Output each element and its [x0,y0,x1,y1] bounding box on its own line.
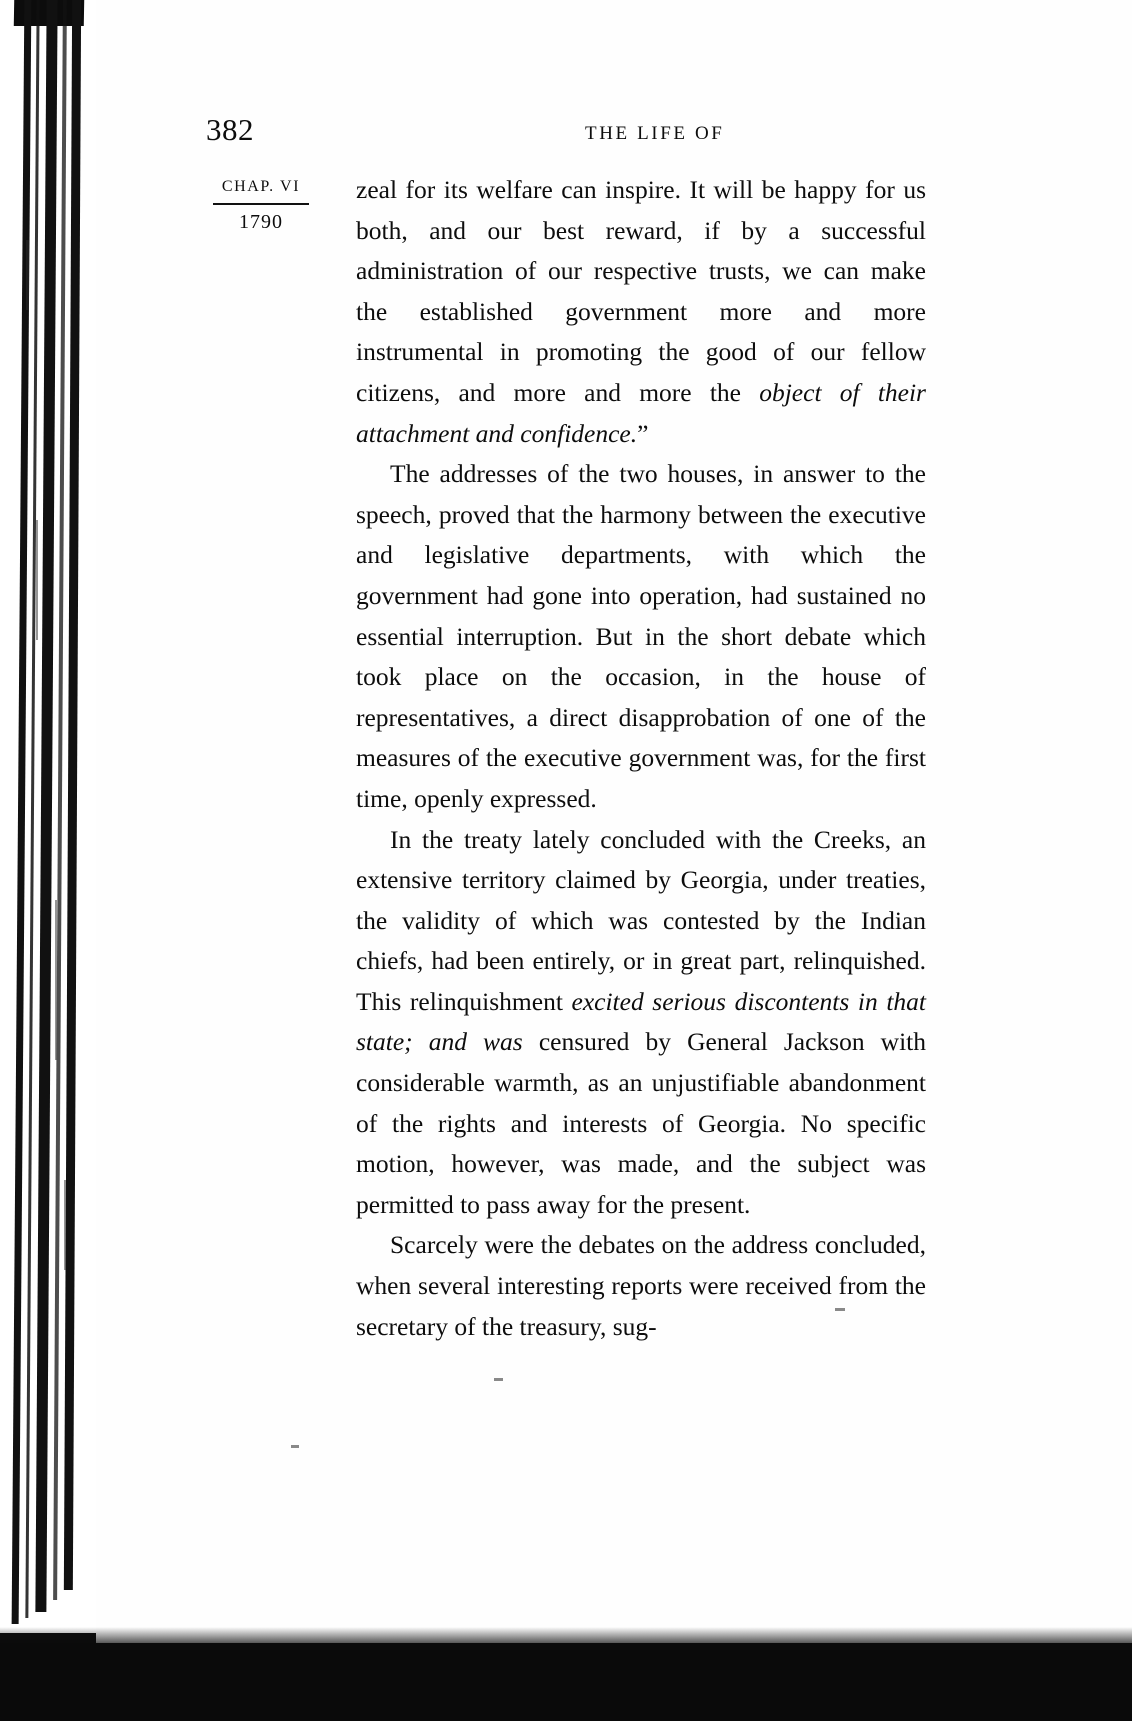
text-run: The addresses of the two houses, in answer to the speech, proved that the harmony between the executive and legislative departments, with which the government had gone into operation, had sustained no essential interruption. But in the short debate which took place on the occasion, in the house of representatives, a direct disapprobation of one of the measures of the executive government was, for the first time, openly expressed. [356,459,926,813]
page-number: 382 [206,112,254,147]
body-text [356,170,926,1347]
text-run: censured by General Jackson with considerable warmth, as an unjustifiable abandonment of the rights and interests of Georgia. No specific motion, however, was made, and the subject was permitted to pass away for the present. [356,1027,926,1219]
scan-bottom-fade [0,1627,1132,1647]
italic-run: excited serious discontents in that state; and was [356,986,927,1057]
sidenote-divider [213,203,309,205]
italic-run: object of their attachment and confidence. [356,377,926,448]
running-head: THE LIFE OF [585,123,725,144]
text-run: ” [637,418,649,448]
paragraph [356,820,926,1226]
chapter-label: CHAP. VI [221,178,301,195]
paragraph [356,1225,926,1347]
stray-scan-mark [835,1308,845,1311]
text-run: zeal for its welfare can inspire. It will be happy for us both, and our best reward, if by a successful administration of our respective trusts, we can make the established government more and more instrumental in promoting the good of our fellow citizens, and more and more the [356,175,926,407]
stray-scan-mark [494,1378,503,1381]
stray-scan-mark [291,1445,299,1448]
scan-bottom-edge [0,1643,1132,1721]
text-run: In the treaty lately concluded with the Creeks, an extensive territory claimed by Georgia, under treaties, the validity of which was contested by the Indian chiefs, had been entirely, or in great part, relinquished. This relinquishment [356,824,926,1016]
text-run: Scarcely were the debates on the address concluded, when several interesting reports were received from the secretary of the treasury, sug- [356,1230,926,1341]
marginal-note [208,178,314,234]
year-label: 1790 [239,211,283,233]
paragraph [356,170,926,454]
paragraph [356,454,926,819]
